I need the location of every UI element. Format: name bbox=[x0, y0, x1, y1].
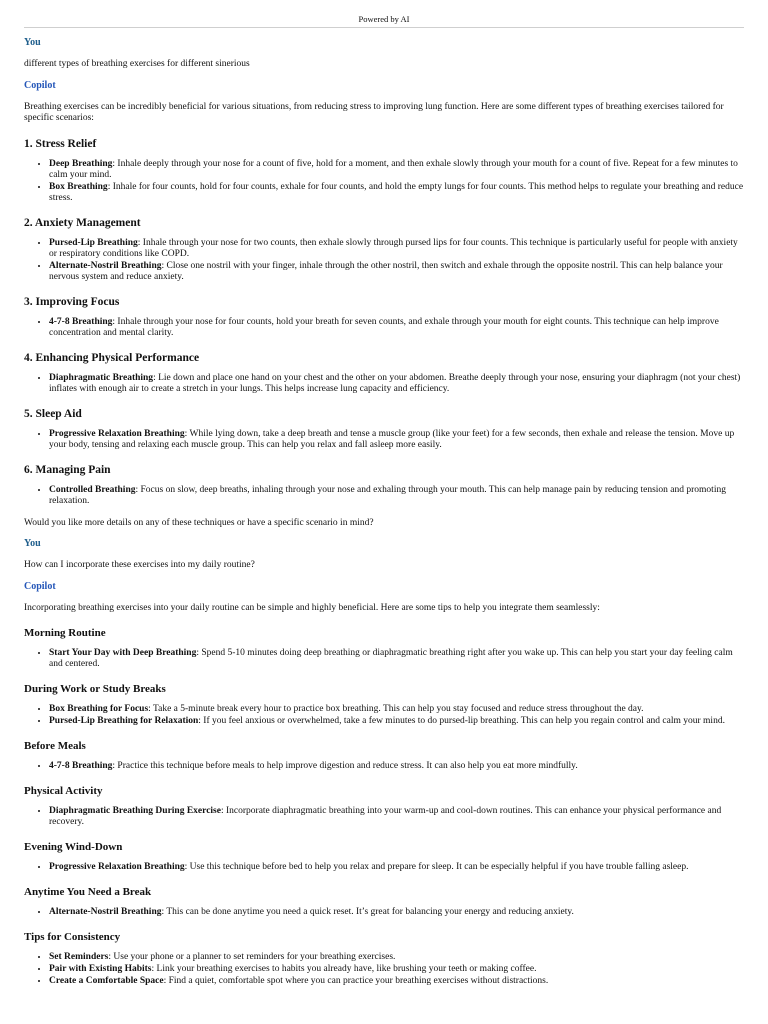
item-term: 4-7-8 Breathing bbox=[49, 316, 113, 327]
list-item bbox=[49, 761, 744, 772]
speaker-label-user: You bbox=[24, 538, 41, 549]
list-item bbox=[49, 261, 744, 283]
bullet-list bbox=[24, 806, 744, 828]
item-term: Pursed-Lip Breathing for Relaxation bbox=[49, 716, 199, 726]
item-term: Progressive Relaxation Breathing bbox=[49, 862, 185, 872]
section-heading: Evening Wind-Down bbox=[24, 841, 123, 853]
section-heading: Anytime You Need a Break bbox=[24, 886, 152, 898]
item-term: Start Your Day with Deep Breathing bbox=[49, 648, 197, 658]
item-term: Pair with Existing Habits bbox=[49, 964, 152, 974]
list-item bbox=[49, 907, 744, 918]
response-outro: Would you like more details on any of these techniques or have a specific scenario in mind? bbox=[24, 517, 374, 528]
item-text: : Spend 5-10 minutes doing deep breathing or diaphragmatic breathing right after you wake up. This can help you start your day feeling calm and centered. bbox=[49, 648, 733, 669]
list-item bbox=[49, 373, 744, 395]
list-item bbox=[49, 182, 744, 204]
list-item bbox=[49, 964, 744, 975]
bullet-list bbox=[24, 704, 744, 727]
bullet-list bbox=[24, 907, 744, 918]
bullet-list bbox=[24, 373, 744, 395]
list-item bbox=[49, 704, 744, 715]
bullet-list bbox=[24, 485, 744, 507]
bullet-list bbox=[24, 317, 744, 339]
item-text: : This can be done anytime you need a quick reset. It’s great for balancing your energy and reducing anxiety. bbox=[161, 907, 574, 917]
item-text: : Inhale for four counts, hold for four counts, exhale for four counts, and hold the empty lungs for four counts. This method helps to regulate your breathing and reduce stress. bbox=[49, 181, 744, 203]
speaker-label-copilot: Copilot bbox=[24, 79, 56, 91]
item-text: : Focus on slow, deep breaths, inhaling through your nose and exhaling through your mouth. This can help manage pain by reducing tension and promoting relaxation. bbox=[49, 484, 726, 506]
response-intro: Incorporating breathing exercises into your daily routine can be simple and highly beneficial. Here are some tips to help you integrate them seamlessly: bbox=[24, 602, 600, 613]
list-item bbox=[49, 716, 744, 727]
copilot-response bbox=[24, 102, 744, 530]
chat-document bbox=[24, 0, 744, 987]
item-text: : Practice this technique before meals to help improve digestion and reduce stress. It can also help you eat more mindfully. bbox=[112, 761, 578, 771]
item-term: Box Breathing for Focus bbox=[49, 704, 149, 714]
item-text: : Close one nostril with your finger, inhale through the other nostril, then switch and exhale through the opposite nostril. This can help balance your nervous system and reduce anxiety. bbox=[49, 260, 723, 282]
item-text: : Use this technique before bed to help you relax and prepare for sleep. It can be especially helpful if you have trouble falling asleep. bbox=[184, 862, 689, 872]
item-term: Alternate-Nostril Breathing bbox=[49, 907, 162, 917]
user-message: different types of breathing exercises for different sinerious bbox=[24, 59, 250, 69]
response-intro: Breathing exercises can be incredibly beneficial for various situations, from reducing stress to improving lung function. Here are some different types of breathing exercises tailored for specific scenarios: bbox=[24, 101, 724, 123]
item-text: : If you feel anxious or overwhelmed, take a few minutes to do pursed-lip breathing. This can help you regain control and calm your mind. bbox=[198, 716, 725, 726]
bullet-list bbox=[24, 648, 744, 670]
speaker-label-copilot: Copilot bbox=[24, 580, 56, 592]
list-item bbox=[49, 976, 744, 987]
section-heading: During Work or Study Breaks bbox=[24, 683, 166, 695]
item-term: 4-7-8 Breathing bbox=[49, 761, 113, 771]
list-item bbox=[49, 485, 744, 507]
list-item bbox=[49, 648, 744, 670]
bullet-list bbox=[24, 429, 744, 451]
item-term: Box Breathing bbox=[49, 181, 108, 192]
list-item bbox=[49, 862, 744, 873]
list-item bbox=[49, 952, 744, 963]
item-text: : Incorporate diaphragmatic breathing into your warm-up and cool-down routines. This can enhance your physical performance and recovery. bbox=[49, 806, 722, 827]
item-term: Deep Breathing bbox=[49, 158, 113, 169]
speaker-label-user: You bbox=[24, 37, 41, 48]
section-heading: Morning Routine bbox=[24, 627, 106, 639]
bullet-list bbox=[24, 761, 744, 772]
item-text: : Find a quiet, comfortable spot where you can practice your breathing exercises without distractions. bbox=[163, 976, 549, 986]
item-text: : Inhale through your nose for two counts, then exhale slowly through pursed lips for four counts. This technique is particularly useful for people with anxiety or respiratory conditions like COPD. bbox=[49, 237, 738, 259]
item-text: : Link your breathing exercises to habits you already have, like brushing your teeth or making coffee. bbox=[151, 964, 537, 974]
item-text: : Use your phone or a planner to set reminders for your breathing exercises. bbox=[108, 952, 396, 962]
bullet-list bbox=[24, 159, 744, 204]
section-heading: 4. Enhancing Physical Performance bbox=[24, 351, 200, 364]
item-term: Create a Comfortable Space bbox=[49, 976, 164, 986]
section-heading: 6. Managing Pain bbox=[24, 463, 111, 476]
item-term: Diaphragmatic Breathing bbox=[49, 372, 154, 383]
user-message: How can I incorporate these exercises into my daily routine? bbox=[24, 560, 255, 570]
section-heading: Tips for Consistency bbox=[24, 931, 121, 943]
section-heading: Before Meals bbox=[24, 740, 86, 752]
bullet-list bbox=[24, 862, 744, 873]
item-term: Alternate-Nostril Breathing bbox=[49, 260, 162, 271]
powered-by-header: Powered by AI bbox=[24, 14, 744, 28]
item-term: Set Reminders bbox=[49, 952, 109, 962]
list-item bbox=[49, 159, 744, 181]
item-term: Diaphragmatic Breathing During Exercise bbox=[49, 806, 221, 816]
list-item bbox=[49, 238, 744, 260]
section-heading: 1. Stress Relief bbox=[24, 137, 97, 150]
item-term: Progressive Relaxation Breathing bbox=[49, 428, 185, 439]
item-term: Pursed-Lip Breathing bbox=[49, 237, 138, 248]
bullet-list bbox=[24, 238, 744, 283]
item-text: : Lie down and place one hand on your chest and the other on your abdomen. Breathe deeply through your nose, ensuring your diaphragm (not your chest) inflates with enough air to create a stretch in your lungs. This helps increase lung capacity and efficiency. bbox=[49, 372, 741, 394]
item-text: : Inhale through your nose for four counts, hold your breath for seven counts, and exhale through your mouth for eight counts. This technique can help improve concentration and mental clarity. bbox=[49, 316, 719, 338]
item-text: : Take a 5-minute break every hour to practice box breathing. This can help you stay focused and reduce stress throughout the day. bbox=[148, 704, 644, 714]
list-item bbox=[49, 317, 744, 339]
section-heading: Physical Activity bbox=[24, 785, 103, 797]
list-item bbox=[49, 429, 744, 451]
list-item bbox=[49, 806, 744, 828]
item-text: : Inhale deeply through your nose for a count of five, hold for a moment, and then exhale slowly through your mouth for a count of five. Repeat for a few minutes to calm your mind. bbox=[49, 158, 738, 180]
copilot-response bbox=[24, 603, 744, 988]
section-heading: 2. Anxiety Management bbox=[24, 216, 141, 229]
section-heading: 3. Improving Focus bbox=[24, 295, 120, 308]
item-term: Controlled Breathing bbox=[49, 484, 136, 495]
bullet-list bbox=[24, 952, 744, 987]
section-heading: 5. Sleep Aid bbox=[24, 407, 82, 420]
item-text: : While lying down, take a deep breath and tense a muscle group (like your feet) for a few seconds, then exhale and release the tension. Move up your body, tensing and relaxing each muscle group. This can help you relax and fall asleep more easily. bbox=[49, 428, 735, 450]
